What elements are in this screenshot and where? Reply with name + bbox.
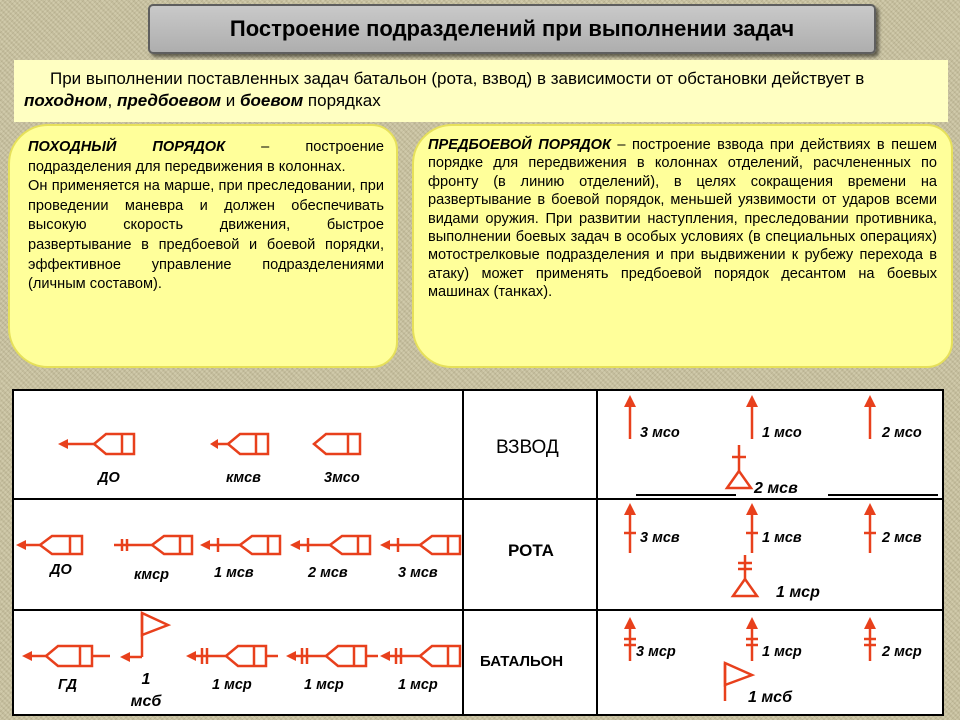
prebattle-commander-label: 1 мсб [748,689,792,706]
prebattle-label: 1 мсо [762,425,802,441]
prebattle-order-text: – построение взвода при действиях в пешем порядке для передвижения в колоннах отделений, расчлененных по фронту (в линию отделений), в целях сокращения времени на развертывание в боевой порядок, меньшей уязвимости от ударов всеми видами оружия. При развитии наступления, преследовании противника, выполнении боевых задач в особых условиях (в специальных операциях) мотострелковые подразделения и при выдвижении к рубежу перехода в атаку) может применять предбоевой порядок десантом на боевых машинах (танках). [428,137,937,301]
arrow-up-icon [744,503,760,553]
column-symbol-icon [312,431,364,457]
march-order-term: ПОХОДНЫЙ ПОРЯДОК [28,139,226,155]
march-order-definition: – построение подразделения для передвижения в колоннах. [28,139,384,175]
arrow-up-icon [862,395,878,439]
intro-sep1: , [107,91,117,110]
intro-sep2: и [221,91,241,110]
march-label: 2 мсв [308,565,348,581]
march-label: 1 мсв [214,565,254,581]
prebattle-label: 2 мср [882,644,922,660]
intro-term-battle: боевом [240,91,304,110]
column-symbol-icon [290,533,372,557]
prebattle-label: 3 мсо [640,425,680,441]
column-symbol-icon [16,533,84,557]
march-label: 1 мср [304,677,344,693]
arrow-up-icon [862,503,878,553]
commander-symbol-icon [730,555,760,597]
prebattle-commander-label: 1 мср [776,584,820,601]
column-symbol-icon [58,431,138,457]
prebattle-commander-label: 2 мсв [754,480,798,497]
intro-part2: порядках [303,91,381,110]
intro-term-prebattle: предбоевом [116,91,222,110]
march-order-text: Он применяется на марше, при преследовании, при проведении маневра и должен обеспечивать высокую скорость движения, быстрое развертывание в предбоевой и боевой порядки, эффективное управление подразделениями (личным составом). [28,178,384,293]
march-label: 3 мсв [398,565,438,581]
prebattle-label: 3 мср [636,644,676,660]
arrow-up-icon [744,617,760,661]
page-title: Построение подразделений при выполнении задач [148,4,876,54]
march-order-callout [8,124,398,368]
unit-name-company: РОТА [508,541,554,560]
intro-part1: При выполнении поставленных задач батальон (рота, взвод) в зависимости от обстановки действует в [50,69,865,88]
cell-underline [636,494,736,496]
column-symbol-icon [380,643,462,669]
row-divider [14,498,942,500]
formation-table [12,389,944,716]
column-divider [596,391,598,714]
prebattle-order-term: ПРЕДБОЕВОЙ ПОРЯДОК [428,137,611,153]
prebattle-order-callout [412,124,953,368]
column-symbol-icon [200,533,282,557]
march-label: кмсв [226,470,261,486]
arrow-up-icon [622,503,638,553]
arrow-up-icon [744,395,760,439]
column-symbol-icon [186,643,278,669]
column-symbol-icon [380,533,462,557]
march-label: 1 мср [212,677,252,693]
march-label: 1 мср [398,677,438,693]
column-divider [462,391,464,714]
unit-name-battalion: БАТАЛЬОН [480,653,564,670]
march-label: ГД [58,677,78,693]
column-symbol-icon [22,643,112,669]
column-symbol-icon [210,431,272,457]
march-label: 3мсо [324,470,360,486]
unit-name-platoon: ВЗВОД [496,437,559,458]
cell-underline [828,494,938,496]
intro-text [14,60,948,122]
flag-icon [120,609,170,671]
march-label: 1 мсб [130,671,162,710]
column-symbol-icon [112,533,194,557]
prebattle-label: 1 мсв [762,530,802,546]
march-label: ДО [50,562,72,578]
prebattle-label: 2 мсв [882,530,922,546]
prebattle-label: 2 мсо [882,425,922,441]
march-label: ДО [98,470,120,486]
prebattle-label: 1 мср [762,644,802,660]
column-symbol-icon [286,643,378,669]
march-label: кмср [134,567,169,583]
arrow-up-icon [862,617,878,661]
arrow-up-icon [622,395,638,439]
intro-term-march: походном [24,91,108,110]
commander-symbol-icon [724,445,754,489]
prebattle-label: 3 мсв [640,530,680,546]
